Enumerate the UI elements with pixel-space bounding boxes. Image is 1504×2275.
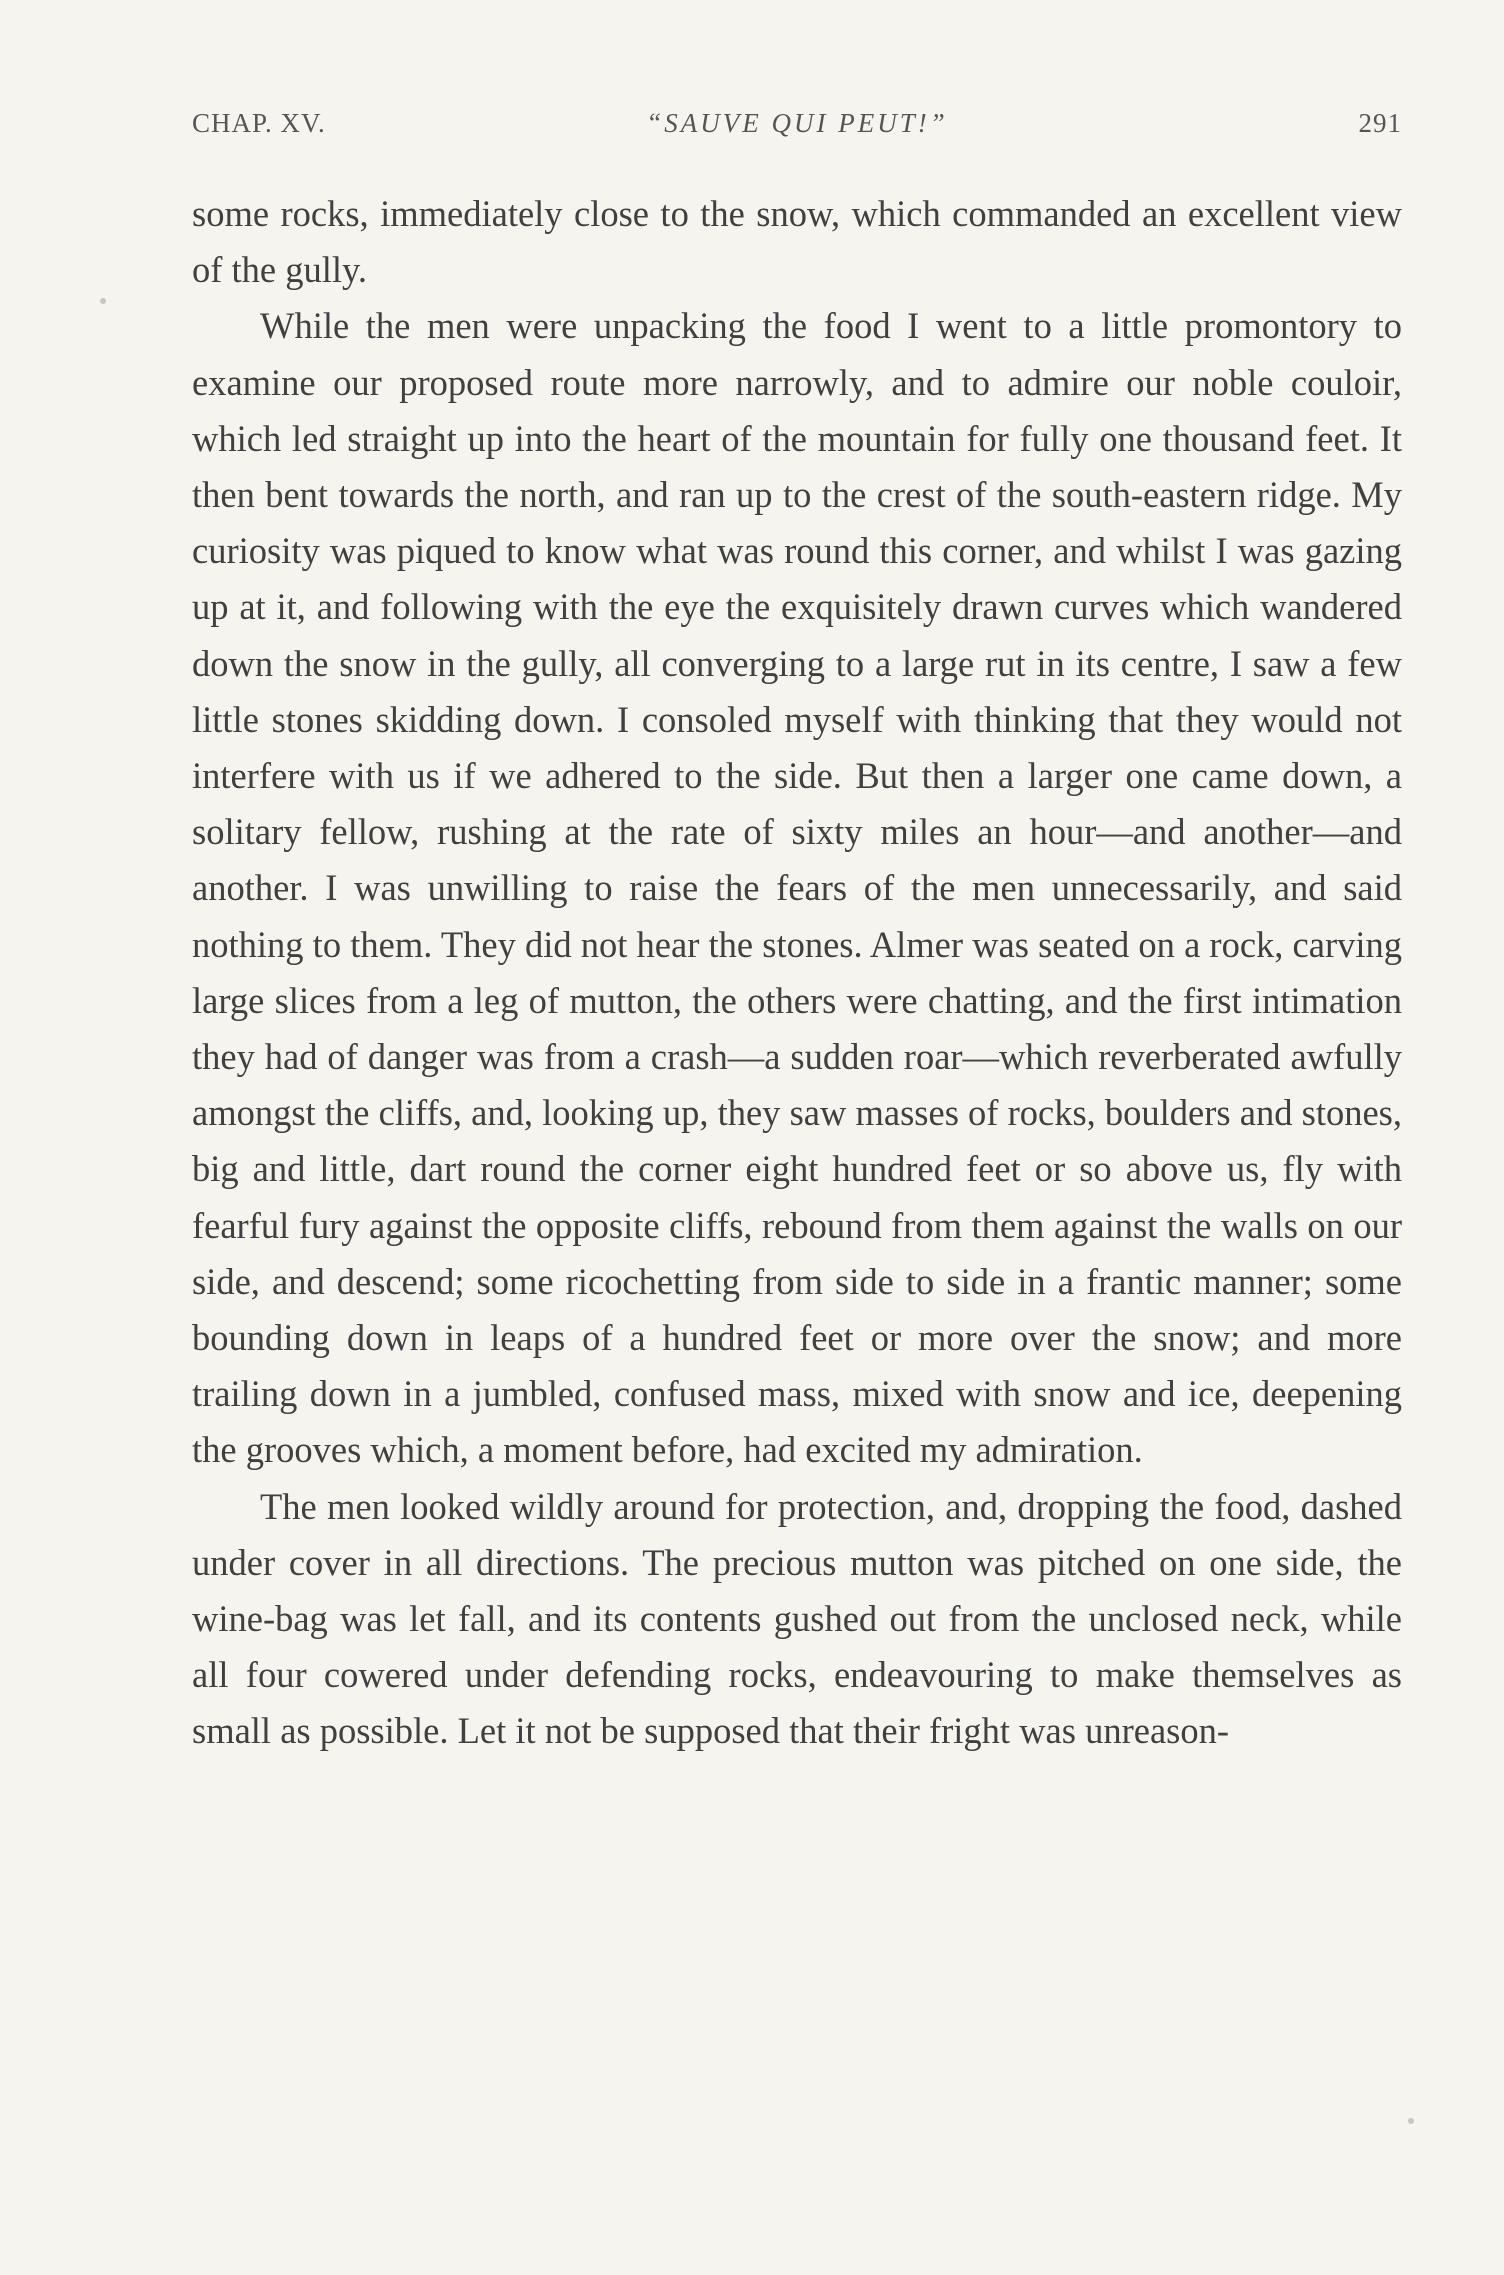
- paper-speck: [100, 298, 106, 304]
- running-head: [192, 108, 1402, 148]
- paper-speck: [1408, 2118, 1414, 2124]
- chapter-title: “SAUVE QUI PEUT!”: [646, 108, 948, 138]
- chapter-label: CHAP. XV.: [192, 108, 326, 138]
- page-number: 291: [1358, 108, 1402, 138]
- paragraph-1: some rocks, immediately close to the snow, which commanded an excellent view of the gully.: [192, 193, 1402, 291]
- paragraph-2: While the men were unpacking the food I went to a little promontory to examine our proposed route more narrowly, and to admire our noble couloir, which led straight up into the heart of the mountain for fully one thousand feet. It then bent towards the north, and ran up to the crest of the south-eastern ridge. My curiosity was piqued to know what was round this corner, and whilst I was gazing up at it, and following with the eye the exquisitely drawn curves which wandered down the snow in the gully, all converging to a large rut in its centre, I saw a few little stones skidding down. I consoled myself with thinking that they would not interfere with us if we adhered to the side. But then a larger one came down, a solitary fellow, rushing at the rate of sixty miles an hour—and another—and another. I was unwilling to raise the fears of the men unnecessarily, and said nothing to them. They did not hear the stones. Almer was seated on a rock, carving large slices from a leg of mutton, the others were chatting, and the first intimation they had of danger was from a crash—a sudden roar—which reverberated awfully amongst the cliffs, and, looking up, they saw masses of rocks, boulders and stones, big and little, dart round the corner eight hundred feet or so above us, fly with fearful fury against the opposite cliffs, rebound from them against the walls on our side, and descend; some ricochetting from side to side in a frantic manner; some bounding down in leaps of a hundred feet or more over the snow; and more trailing down in a jumbled, confused mass, mixed with snow and ice, deepening the grooves which, a moment before, had excited my admiration.: [192, 305, 1402, 1471]
- paragraph-3: The men looked wildly around for protection, and, dropping the food, dashed under cover in all directions. The precious mutton was pitched on one side, the wine-bag was let fall, and its contents gushed out from the unclosed neck, while all four cowered under defending rocks, endeavouring to make themselves as small as possible. Let it not be supposed that their fright was unreason-: [192, 1485, 1402, 1752]
- body-text: [192, 186, 1402, 1760]
